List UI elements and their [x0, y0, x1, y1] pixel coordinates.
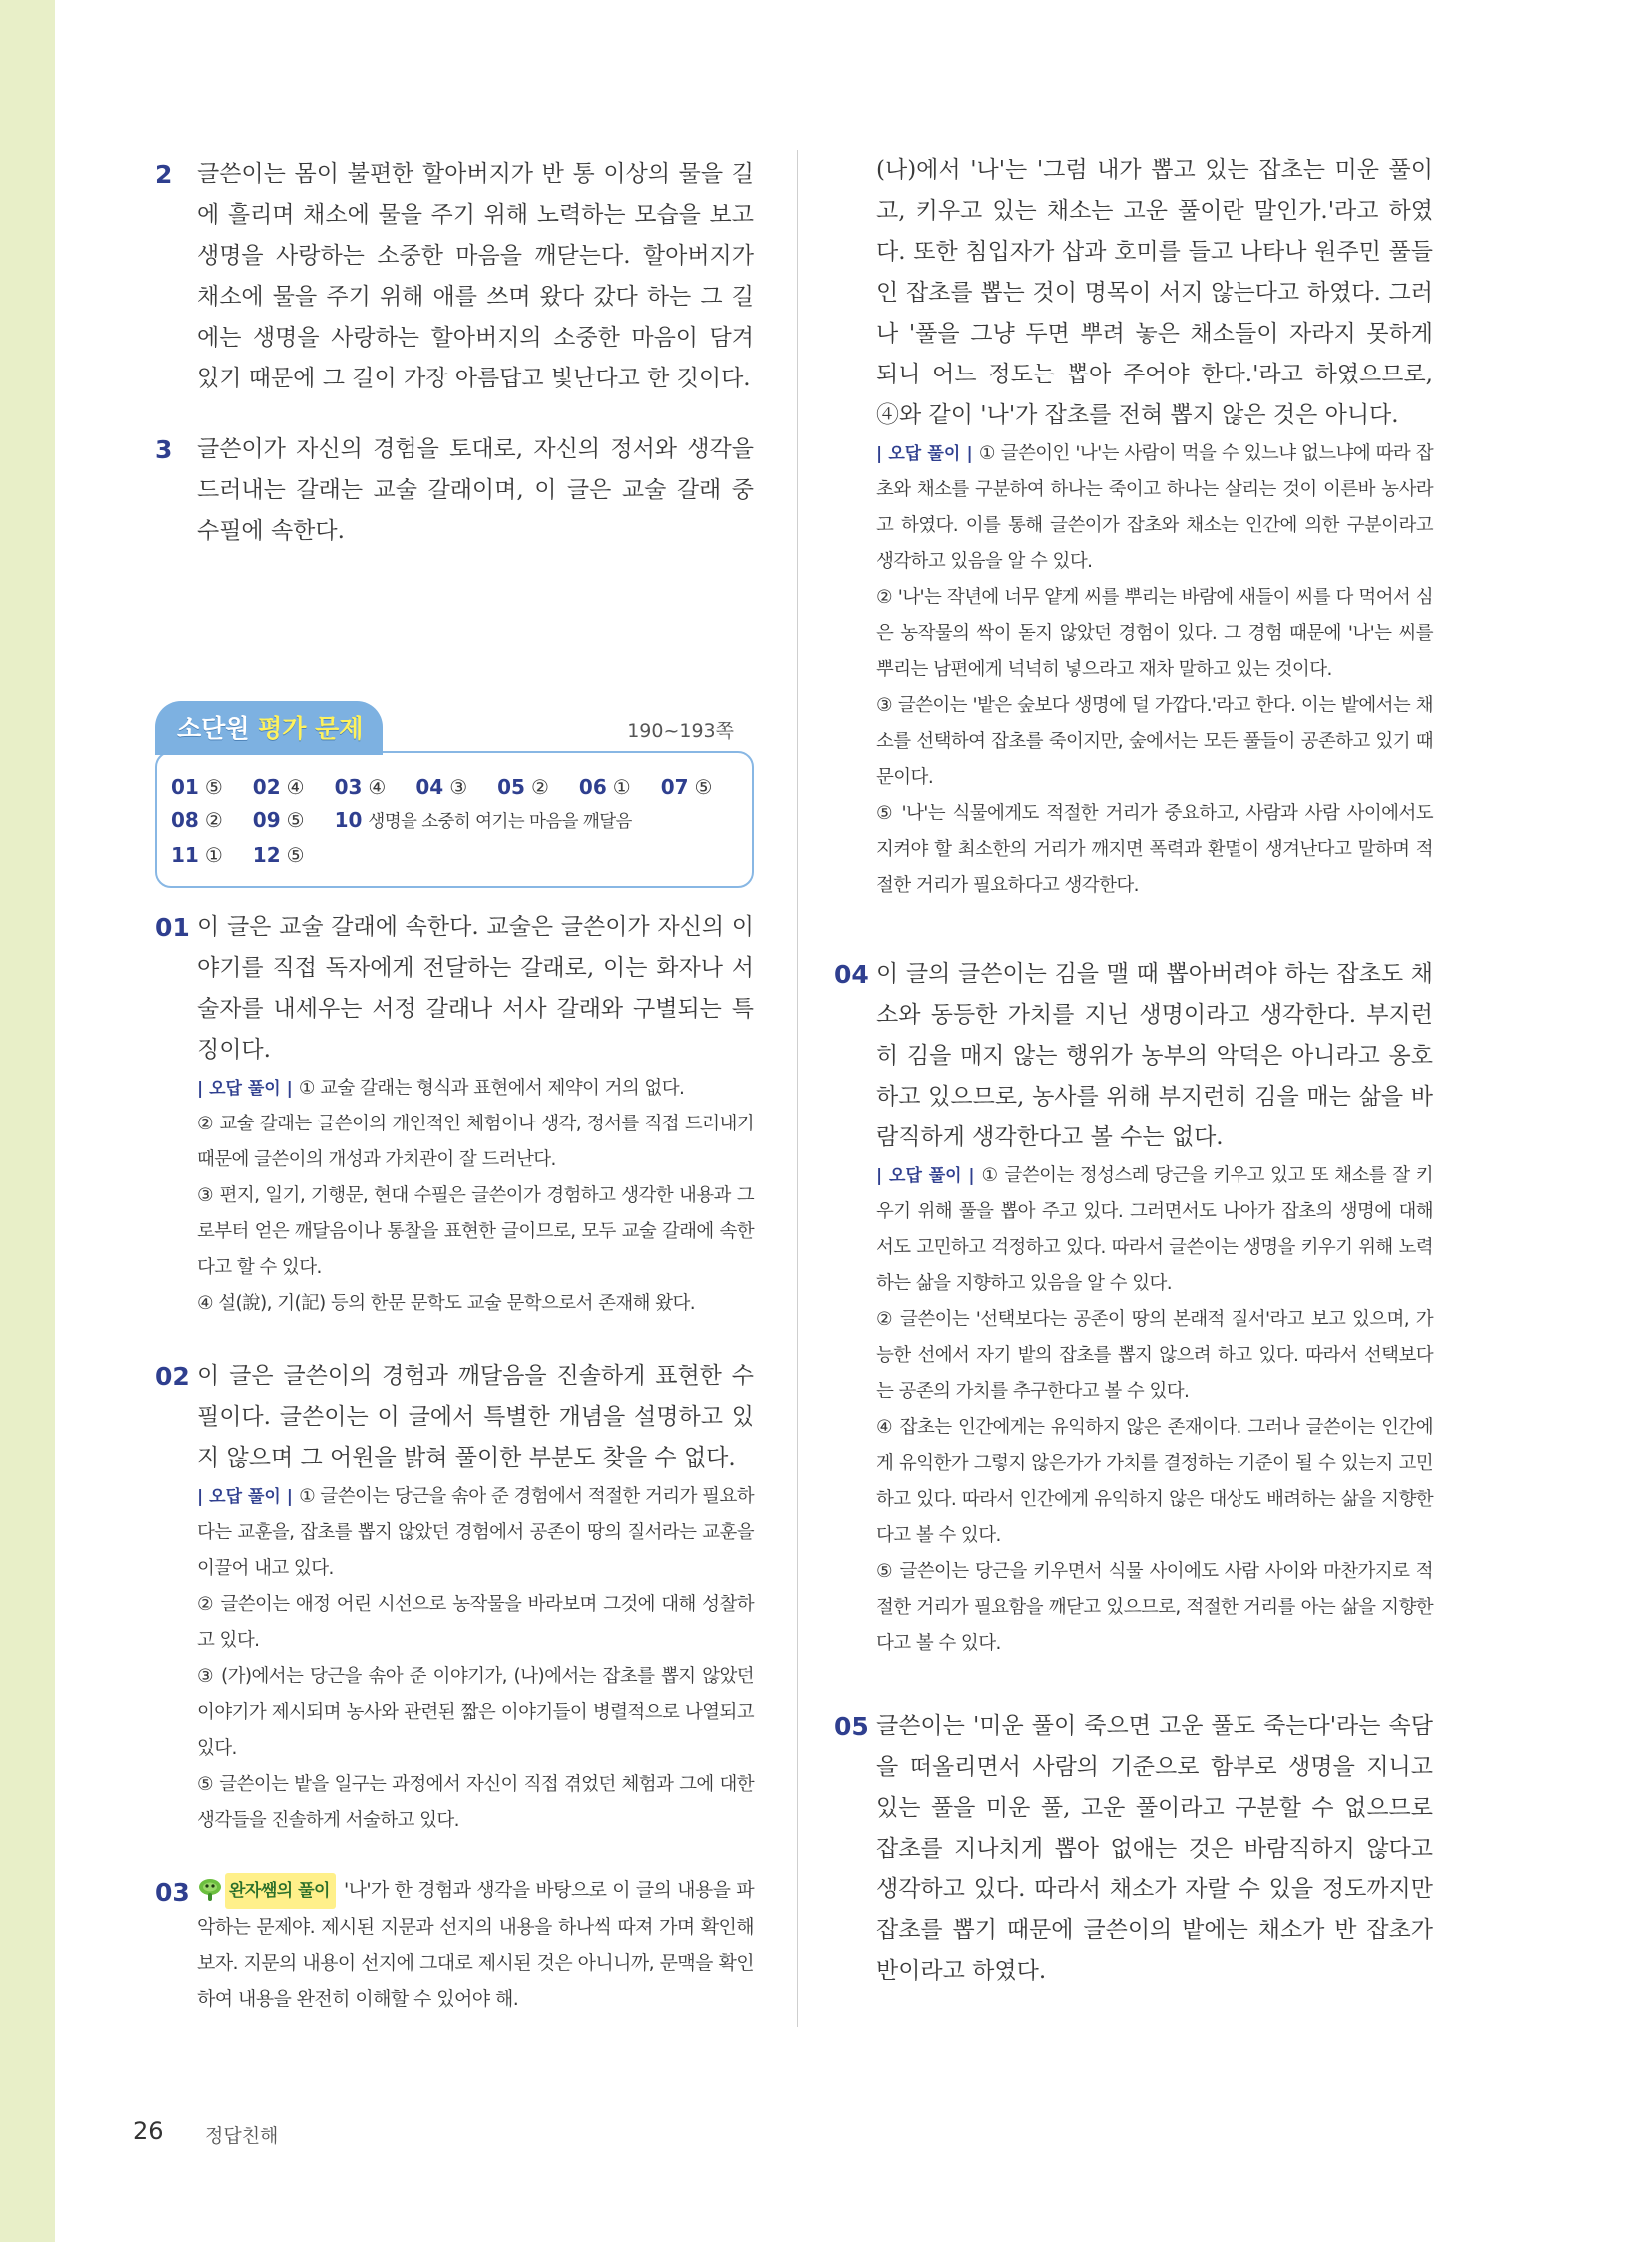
- explanation-line: ③ (가)에서는 당근을 솎아 준 이야기가, (나)에서는 잡초를 뽑지 않았던 이야기가 제시되며 농사와 관련된 짧은 이야기들이 병렬적으로 나열되고 있다.: [197, 1666, 754, 1759]
- answer-value: ④: [368, 775, 387, 799]
- answer-row-1: [171, 771, 738, 804]
- answer-number: 12: [252, 843, 281, 867]
- answer-number: 08: [171, 808, 199, 832]
- answer-key: [497, 771, 549, 804]
- item-number: 03: [155, 1878, 190, 1907]
- answer-key-box: [155, 751, 754, 888]
- explanation-line: ② 교술 갈래는 글쓴이의 개인적인 체험이나 생각, 정서를 직접 드러내기 때문에 글쓴이의 개성과 가치관이 잘 드러난다.: [197, 1114, 754, 1170]
- answer-key: [253, 804, 305, 839]
- teacher-explanation: [197, 1872, 754, 2017]
- answer-row-2: [171, 804, 738, 839]
- answer-key: [253, 839, 305, 872]
- leaf-character-icon: [197, 1876, 223, 1902]
- answer-number: 09: [252, 808, 281, 832]
- answer-number: 02: [252, 775, 281, 799]
- explanation-line: [197, 1071, 754, 1107]
- explanation-text: ① 글쓴이는 정성스레 당근을 키우고 있고 또 채소를 잘 키우기 위해 풀을 뽑아 주고 있다. 그러면서도 나아가 잡초의 생명에 대해서도 고민하고 걱정하고 있다. 따라서 글쓴이는 생명을 키우기 위해 노력하는 삶을 지향하고 있음을 알 수 있다.: [876, 1165, 1433, 1294]
- evaluation-title-b: 평가 문제: [258, 714, 364, 743]
- wrong-answer-tag: | 오답 풀이 |: [197, 1079, 293, 1099]
- answer-number: 01: [171, 775, 199, 799]
- left-column-lower: [155, 907, 754, 2017]
- answer-text: 이 글의 글쓴이는 김을 맬 때 뽑아버려야 하는 잡초도 채소와 동등한 가치를 지닌 생명이라고 생각한다. 부지런히 김을 매지 않는 행위가 농부의 악덕은 아니라고 옹호하고 있으므로, 농사를 위해 부지런히 김을 매는 삶을 바람직하게 생각한다고 볼 수는 없다.: [876, 961, 1433, 1150]
- answer-value: ④: [286, 775, 305, 799]
- evaluation-pages: 190~193쪽: [627, 720, 734, 742]
- answer-value: ①: [612, 775, 631, 799]
- explanation-line: ③ 편지, 일기, 기행문, 현대 수필은 글쓴이가 경험하고 생각한 내용과 그로부터 얻은 깨달음이나 통찰을 표현한 글이므로, 모두 교술 갈래에 속한다고 할 수 있다.: [197, 1185, 754, 1278]
- answer-text: (나)에서 '나'는 '그럼 내가 뽑고 있는 잡초는 미운 풀이고, 키우고 있는 채소는 고운 풀이란 말인가.'라고 하였다. 또한 침입자가 삽과 호미를 들고 나타나 원주민 풀들인 잡초를 뽑는 것이 명목이 서지 않는다고 하였다. 그러나 '풀을 그냥 두면 뿌려 놓은 채소들이 자라지 못하게 되니 어느 정도는 뽑아 주어야 한다.'라고 하였으므로, ④와 같이 '나'가 잡초를 전혀 뽑지 않은 것은 아니다.: [876, 157, 1433, 428]
- item-number: 04: [834, 960, 869, 989]
- teacher-badge: 완자쌤의 풀이: [225, 1873, 336, 1909]
- answer-text: 글쓴이는 몸이 불편한 할아버지가 반 통 이상의 물을 길에 흘리며 채소에 물을 주기 위해 노력하는 모습을 보고 생명을 사랑하는 소중한 마음을 깨닫는다. 할아버지가 채소에 물을 주기 위해 애를 쓰며 왔다 갔다 하는 그 길에는 생명을 사랑하는 할아버지의 소중한 마음이 담겨 있기 때문에 그 길이 가장 아름답고 빛난다고 한 것이다.: [197, 161, 754, 391]
- explanation-line: ⑤ 글쓴이는 당근을 키우면서 식물 사이에도 사람 사이와 마찬가지로 적절한 거리가 필요함을 깨닫고 있으므로, 적절한 거리를 아는 삶을 지향한다고 볼 수 있다.: [876, 1561, 1433, 1654]
- explanation-text: ① 글쓴이는 당근을 솎아 준 경험에서 적절한 거리가 필요하다는 교훈을, 잡초를 뽑지 않았던 경험에서 공존이 땅의 질서라는 교훈을 이끌어 내고 있다.: [197, 1486, 754, 1579]
- answer-number: 05: [497, 775, 525, 799]
- answer-item-03-continued: [834, 150, 1433, 904]
- answer-value: ⑤: [286, 808, 305, 832]
- answer-key: [335, 804, 632, 839]
- answer-key: [171, 771, 223, 804]
- answer-item-05: [834, 1706, 1433, 1992]
- answer-key: [335, 771, 387, 804]
- answer-item-04: [834, 954, 1433, 1662]
- answer-text: 이 글은 교술 갈래에 속한다. 교술은 글쓴이가 자신의 이야기를 직접 독자에게 전달하는 갈래로, 이는 화자나 서술자를 내세우는 서정 갈래나 서사 갈래와 구별되는 특징이다.: [197, 914, 754, 1063]
- answer-key: [415, 771, 467, 804]
- answer-value: ②: [530, 775, 549, 799]
- explanation-line: ⑤ 글쓴이는 밭을 일구는 과정에서 자신이 직접 겪었던 체험과 그에 대한 생각들을 진솔하게 서술하고 있다.: [197, 1774, 754, 1831]
- answer-value: 생명을 소중히 여기는 마음을 깨달음: [368, 812, 632, 832]
- answer-key: [171, 839, 223, 872]
- answer-value: ③: [449, 775, 468, 799]
- answer-text: 이 글은 글쓴이의 경험과 깨달음을 진솔하게 표현한 수필이다. 글쓴이는 이 글에서 특별한 개념을 설명하고 있지 않으며 그 어원을 밝혀 풀이한 부분도 찾을 수 없다.: [197, 1363, 754, 1471]
- left-column: [155, 150, 754, 552]
- right-column: [834, 150, 1433, 1992]
- item-number: 2: [155, 160, 173, 189]
- answer-number: 04: [415, 775, 444, 799]
- answer-number: 03: [334, 775, 363, 799]
- explanation-line: ② 글쓴이는 '선택보다는 공존이 땅의 본래적 질서'라고 보고 있으며, 가능한 선에서 자기 밭의 잡초를 뽑지 않으려 하고 있다. 따라서 선택보다는 공존의 가치를 추구한다고 볼 수 있다.: [876, 1309, 1433, 1402]
- explanation-text: ① 교술 갈래는 형식과 표현에서 제약이 거의 없다.: [298, 1078, 685, 1099]
- item-number: 01: [155, 913, 190, 942]
- answer-text: 글쓴이가 자신의 경험을 토대로, 자신의 정서와 생각을 드러내는 갈래는 교술 갈래이며, 이 글은 교술 갈래 중 수필에 속한다.: [197, 436, 754, 544]
- answer-item-03: [155, 1872, 754, 2017]
- item-number: 02: [155, 1362, 190, 1391]
- answer-value: ①: [204, 843, 223, 867]
- side-decoration-stripe: [0, 0, 55, 2242]
- answer-key: [253, 771, 305, 804]
- explanation-line: ④ 설(說), 기(記) 등의 한문 문학도 교술 문학으로서 존재해 왔다.: [197, 1293, 696, 1314]
- teacher-text: '나'가 한 경험과 생각을 바탕으로 이 글의 내용을 파악하는 문제야. 제시된 지문과 선지의 내용을 하나씩 따져 가며 확인해 보자. 지문의 내용이 선지에 그대로 제시된 것은 아니니까, 문맥을 확인하여 내용을 완전히 이해할 수 있어야 해.: [197, 1879, 754, 2010]
- wrong-answer-tag: | 오답 풀이 |: [197, 1487, 294, 1507]
- explanation-line: [876, 1158, 1433, 1302]
- book-title: 정답친해: [205, 2125, 279, 2147]
- evaluation-title-a: 소단원: [177, 714, 259, 743]
- answer-key: [661, 771, 713, 804]
- answer-item-02: [155, 1356, 754, 1839]
- page-number: 26: [133, 2117, 164, 2145]
- answer-value: ②: [204, 808, 223, 832]
- item-number: 3: [155, 435, 173, 464]
- answer-item-2: [155, 154, 754, 399]
- evaluation-title: [155, 701, 383, 755]
- answer-key: [171, 804, 223, 839]
- explanation-line: [876, 436, 1433, 580]
- answer-number: 07: [660, 775, 689, 799]
- answer-item-3: [155, 429, 754, 552]
- answer-text: 글쓴이는 '미운 풀이 죽으면 고운 풀도 죽는다'라는 속담을 떠올리면서 사람의 기준으로 함부로 생명을 지니고 있는 풀을 미운 풀, 고운 풀이라고 구분할 수 없으므로 잡초를 지나치게 뽑아 없애는 것은 바람직하지 않다고 생각하고 있다. 따라서 채소가 자랄 수 있을 정도까지만 잡초를 뽑기 때문에 글쓴이의 밭에는 채소가 반 잡초가 반이라고 하였다.: [876, 1713, 1433, 1984]
- answer-key: [579, 771, 631, 804]
- explanation-line: ② '나'는 작년에 너무 얕게 씨를 뿌리는 바람에 새들이 씨를 다 먹어서 심은 농작물의 싹이 돋지 않았던 경험이 있다. 그 경험 때문에 '나'는 씨를 뿌리는 남편에게 넉넉히 넣으라고 재차 말하고 있는 것이다.: [876, 587, 1433, 680]
- answer-item-01: [155, 907, 754, 1322]
- answer-number: 10: [334, 808, 363, 832]
- answer-row-3: [171, 839, 738, 872]
- answer-value: ⑤: [204, 775, 223, 799]
- item-number: 05: [834, 1712, 869, 1741]
- answer-value: ⑤: [694, 775, 713, 799]
- explanation-line: ③ 글쓴이는 '밭은 숲보다 생명에 덜 가깝다.'라고 한다. 이는 밭에서는 채소를 선택하여 잡초를 죽이지만, 숲에서는 모든 풀들이 공존하고 있기 때문이다.: [876, 695, 1433, 788]
- explanation-line: ② 글쓴이는 애정 어린 시선으로 농작물을 바라보며 그것에 대해 성찰하고 있다.: [197, 1594, 754, 1651]
- explanation-text: ① 글쓴이인 '나'는 사람이 먹을 수 있느냐 없느냐에 따라 잡초와 채소를 구분하여 하나는 죽이고 하나는 살리는 것이 이른바 농사라고 하였다. 이를 통해 글쓴이가 잡초와 채소는 인간에 의한 구분이라고 생각하고 있음을 알 수 있다.: [876, 443, 1433, 572]
- wrong-answer-tag: | 오답 풀이 |: [876, 444, 973, 464]
- explanation-line: [197, 1479, 754, 1587]
- evaluation-answer-box: [155, 701, 754, 888]
- column-divider: [797, 150, 798, 2027]
- answer-number: 11: [171, 843, 199, 867]
- answer-value: ⑤: [286, 843, 305, 867]
- answer-number: 06: [578, 775, 607, 799]
- wrong-answer-tag: | 오답 풀이 |: [876, 1166, 975, 1186]
- explanation-line: ⑤ '나'는 식물에게도 적절한 거리가 중요하고, 사람과 사람 사이에서도 지켜야 할 최소한의 거리가 깨지면 폭력과 환멸이 생겨난다고 말하며 적절한 거리가 필요하다고 생각한다.: [876, 803, 1433, 896]
- explanation-line: ④ 잡초는 인간에게는 유익하지 않은 존재이다. 그러나 글쓴이는 인간에게 유익한가 그렇지 않은가가 가치를 결정하는 기준이 될 수 있는지 고민하고 있다. 따라서 인간에게 유익하지 않은 대상도 배려하는 삶을 지향한다고 볼 수 있다.: [876, 1417, 1433, 1546]
